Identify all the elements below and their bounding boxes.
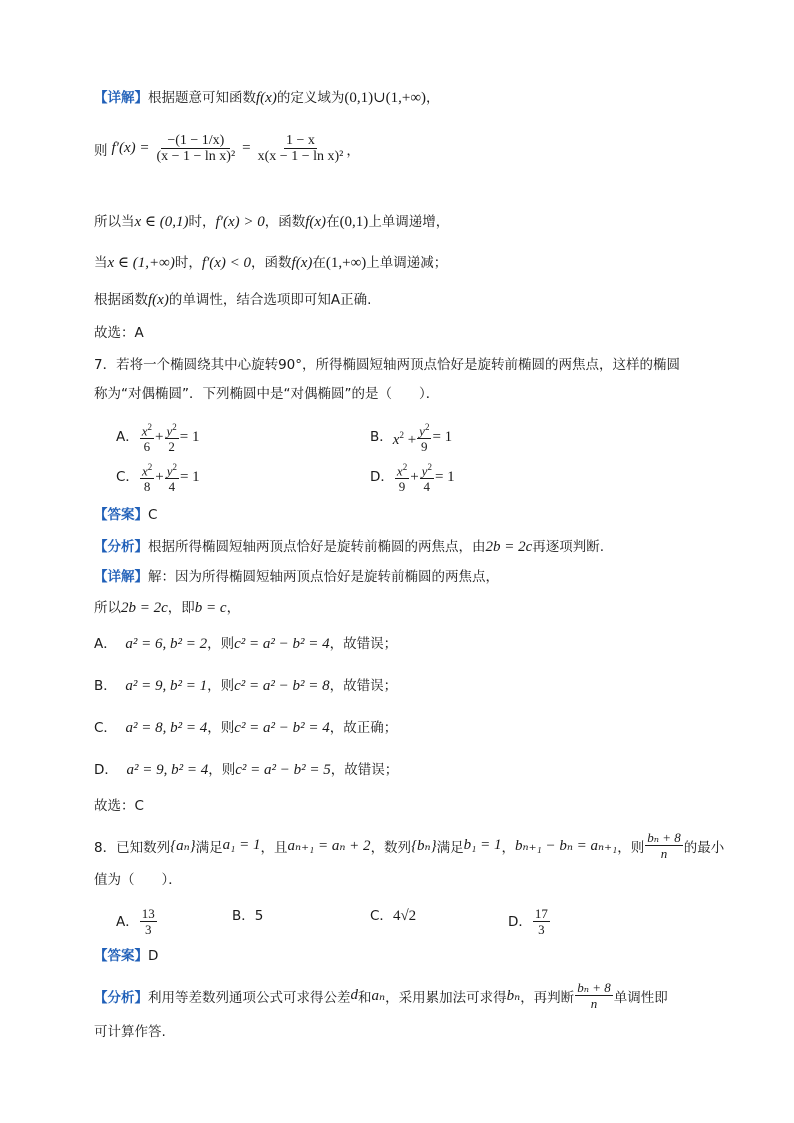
q8-option-b: B．5 bbox=[232, 908, 264, 924]
q8-option-a: A． $\frac{13}{3}$ bbox=[116, 906, 155, 937]
q7-option-d: D． $\frac{x^2}{9}$ + $\frac{y^2}{4}$ = 1 bbox=[370, 462, 455, 495]
domain-expr: (0,1)∪(1,+∞) bbox=[344, 90, 427, 106]
q6-derivative: 则 f′(x) = $\frac{-(1 - 1/x)}{\text{(x − 1 − ln x)²}}$ = $\frac{1 - x}{\text{x(x − 1 − ln x)²}}$ ， bbox=[94, 133, 360, 164]
q6-decreasing-line: 当x ∈ (1,+∞)时，f′(x) < 0，函数f(x)在(1,+∞)上单调递减； bbox=[94, 255, 448, 271]
q8-analysis: 【分析】 利用等差数列通项公式可求得公差 d 和 aₙ ，采用累加法可求得 bₙ ，再判断 $\frac{\text{bₙ + 8}}{n}$ 单调性即 bbox=[94, 980, 668, 1011]
q7-analysis: 【分析】根据所得椭圆短轴两顶点恰好是旋转前椭圆的两焦点，由2b = 2c再逐项判断. bbox=[94, 539, 605, 555]
q7-option-a: A． $\frac{x^2}{6}$ + $\frac{y^2}{2}$ = 1 bbox=[116, 422, 200, 455]
q7-row-d: D． a² = 9, b² = 4，则c² = a² − b² = 5，故错误； bbox=[94, 762, 399, 778]
q6-increasing-line: 所以当x ∈ (0,1)时，f′(x) > 0，函数f(x)在(0,1)上单调递增， bbox=[94, 214, 450, 230]
q8-answer: 【答案】D bbox=[94, 948, 159, 964]
q8-target-fraction: $\frac{\text{bₙ + 8}}{n}$ bbox=[647, 830, 681, 861]
q7-choice: 故选：C bbox=[94, 798, 144, 814]
q8-analysis-end: 可计算作答. bbox=[94, 1024, 166, 1040]
derivative-fraction-1: $\frac{-(1 - 1/x)}{\text{(x − 1 − ln x)²}}$ bbox=[156, 133, 236, 164]
q7-detail: 【详解】解：因为所得椭圆短轴两顶点恰好是旋转前椭圆的两焦点， bbox=[94, 569, 499, 585]
q8-option-d: D． $\frac{17}{3}$ bbox=[508, 906, 548, 937]
q8-stem: 8．已知数列 {aₙ} 满足 a₁ = 1 ，且 aₙ₊₁ = aₙ + 2 ，数列 {bₙ} 满足 b₁ = 1 ， bₙ₊₁ − bₙ = aₙ₊₁ ，则 $\frac{\text{bₙ + 8}}{n}$ 的最小 bbox=[94, 830, 725, 861]
derivative-fraction-2: $\frac{1 - x}{\text{x(x − 1 − ln x)²}}$ bbox=[257, 133, 344, 164]
q8-stem-line-2: 值为（ ）． bbox=[94, 872, 182, 888]
q7-stem-line-1: 7．若将一个椭圆绕其中心旋转90°，所得椭圆短轴两顶点恰好是旋转前椭圆的两焦点，这样的椭圆 bbox=[94, 357, 681, 373]
q7-stem-line-2: 称为“对偶椭圆”．下列椭圆中是“对偶椭圆”的是（ ）． bbox=[94, 386, 440, 402]
q8-option-c: C．4√2 bbox=[370, 908, 417, 924]
q6-choice: 故选：A bbox=[94, 325, 144, 341]
q7-row-c: C． a² = 8, b² = 4，则c² = a² − b² = 4，故正确； bbox=[94, 720, 398, 736]
q7-so-line: 所以2b = 2c，即b = c， bbox=[94, 600, 241, 616]
q6-monotonic-line: 根据函数f(x)的单调性，结合选项即可知A正确. bbox=[94, 292, 372, 308]
q7-row-a: A． a² = 6, b² = 2，则c² = a² − b² = 4，故错误； bbox=[94, 636, 398, 652]
q7-answer: 【答案】C bbox=[94, 507, 158, 523]
q7-option-c: C． $\frac{x^2}{8}$ + $\frac{y^2}{4}$ = 1 bbox=[116, 462, 200, 495]
q7-option-b: B． $x^2$ + $\frac{y^2}{9}$ = 1 bbox=[370, 422, 453, 455]
q7-row-b: B． a² = 9, b² = 1，则c² = a² − b² = 8，故错误； bbox=[94, 678, 398, 694]
q6-detail-line: 【详解】根据题意可知函数f(x)的定义域为(0,1)∪(1,+∞)， bbox=[94, 90, 440, 106]
detail-tag: 【详解】 bbox=[94, 90, 148, 106]
